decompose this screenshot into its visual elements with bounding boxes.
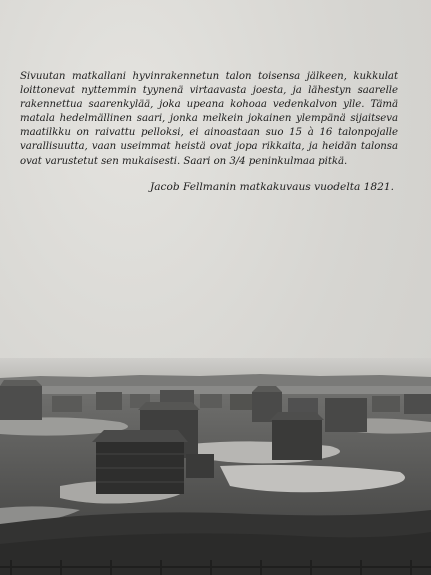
village-photograph xyxy=(0,358,431,575)
quote-block xyxy=(20,70,398,193)
quote-attribution: Jacob Fellmanin matkakuvaus vuodelta 1821. xyxy=(149,180,394,193)
quote-text: Sivuutan matkallani hyvinrakennetun talon toisensa jälkeen, kukkulat loittonevat nyttemmin tyynenä virtaavasta joesta, ja lähestyn saarelle rakennettua saarenkylää, joka upeana kohoaa vedenkalvon ylle. Tämä matala hedelmällinen saari, jonka melkein jokainen ylempänä sijaitseva maatilkku on raivattu pelloksi, ei ainoastaan suo 15 à 16 talonpojalle varallisuutta, vaan useimmat heistä ovat jopa rikkaita, ja heidän talonsa ovat varustetut sen mukaisesti. Saari on 3/4 peninkulmaa pitkä. xyxy=(20,71,398,167)
photograph-illustration xyxy=(0,358,431,575)
